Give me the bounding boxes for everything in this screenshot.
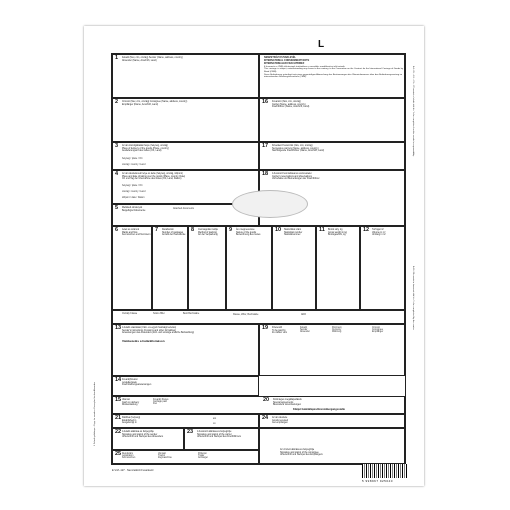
carrier-reservations-box[interactable]: 18 A fuvarozó fenntartásai és észrevételei Carrier's reservations and observations Vorbehalte und Bemerkungen der Frachtführer bbox=[259, 170, 405, 226]
trailer-col: Pótkocsi Trailer Anhänger bbox=[198, 453, 208, 459]
delivery-country-line: ország / country / Land bbox=[122, 164, 146, 166]
carrier-signature-box[interactable]: 23 A fuvarozó aláírása és bélyegzője Signature and stamp of the carrier Unterschrift und Stempel des Frachtführers bbox=[184, 428, 259, 450]
packages-count-box[interactable]: 7 Darabszám Number of packages Anzahl der Packstücke bbox=[152, 226, 188, 310]
left-margin-text: 1 Feladó példánya • Copy for sender • Exemplar für den Absender bbox=[94, 381, 96, 446]
delivery-place-line: helység / place / Ort bbox=[122, 158, 143, 160]
registration-col: Rendszám registration Kennzeichen bbox=[122, 453, 136, 459]
tractor-col: Vontató Tractor Zugmaschine bbox=[158, 453, 172, 459]
volume-box[interactable]: 12 Térfogat m³ Volume in m³ Umfang in m³ bbox=[360, 226, 405, 310]
established-on: on bbox=[213, 423, 216, 425]
border-crossing-note: Kilépő határátlépés/Grenzübergangsstelle bbox=[293, 408, 345, 411]
sender-instructions-box[interactable]: 13 A feladó utasításai (Vám- és egyéb hatósági kezelés) Sender's instructions (Customs and other formalities) Anweisungen des Absenders (Zoll- und sonstige amtliche Behandlung) Vámkezelés a határállomáson bbox=[112, 324, 259, 376]
successive-carriers-box[interactable]: 17 Következő fuvarozók (Név, cím, ország) Successive carriers (Name, address, country) Nachfolgende Frachtführer (Name, Anschrift, Land) bbox=[259, 142, 405, 170]
footer-text: E.V.M.-127 · Nemzetközi Fuvarlevél bbox=[112, 469, 154, 472]
watermark-seal bbox=[232, 190, 308, 218]
established-am: am bbox=[213, 418, 217, 420]
cmr-form bbox=[111, 53, 406, 465]
goods-nature-box[interactable]: 9 Áru megnevezése Nature of the goods Bezeichnung des Gutes bbox=[226, 226, 272, 310]
class-summary-label: Klasse, Ziffer, Buchstabe bbox=[233, 314, 259, 316]
header-box bbox=[259, 54, 405, 98]
gross-weight-box[interactable]: 11 Bruttó súly, kg Gross weight in kg Bruttogewicht, kg bbox=[316, 226, 360, 310]
payer-consignee-col: Címzett Consignee Empfänger bbox=[372, 327, 384, 333]
payer-sender-col: Feladó Sender Absender bbox=[300, 327, 310, 333]
freight-payment-box[interactable]: 14 Fuvardíjfizetési rendelkezések Frachtzahlungsanweisungen bbox=[112, 376, 259, 396]
consignee-signature-box[interactable] bbox=[259, 428, 405, 464]
sender-signature-box[interactable]: 22 A feladó aláírása és bélyegzője Signature and stamp of the sender Unterschrift und Stempel des Absenders bbox=[112, 428, 184, 450]
marks-box[interactable]: 6 Jelek és számok Marks and Nos Kennzeichen und Nummern bbox=[112, 226, 152, 310]
adr-label: ADR bbox=[301, 314, 306, 316]
customs-note: Vámkezelés a határállomáson bbox=[122, 339, 165, 343]
letter-label: Betű Buchstabe bbox=[183, 313, 200, 315]
header-title: NEMZETKÖZI FUVARLEVÉL INTERNATIONAL CONSIGNMENT NOTE INTERNATIONALER FRACHTBRIEF bbox=[264, 56, 310, 65]
form-letter: L bbox=[318, 39, 325, 50]
attached-documents-box[interactable]: 5 Mellékelt okmányok Beigefügte Dokumente Attached documents bbox=[112, 204, 259, 226]
consignee-box[interactable]: 2 Címzett (Név, cím, ország) Consignee (Name, address, country) Empfänger (Name, Anschrift, Land) bbox=[112, 98, 259, 142]
right-margin-text: A 1–15 + 19 + 21 + 22 rovatot a feladó tölti ki • To be completed on the sender's responsibility bbox=[412, 66, 414, 157]
taking-over-date-line: időpont / date / Datum bbox=[122, 197, 145, 199]
taking-over-country-line: ország / country / Land bbox=[122, 191, 146, 193]
registration-box[interactable]: 25 Rendszám registration Kennzeichen Vontató Tractor Zugmaschine Pótkocsi Trailer Anhänger bbox=[112, 450, 259, 464]
place-of-taking-over-box[interactable]: 4 Az áru átvételének helye és kelte (helység, ország, időpont) Place and date of taking over the goods (Place, country, Date) Ort und Tag der Übernahme des Gutes (Ort, Land, Datum) helység / place / Ort ország / country / Land időpont / date / Datum bbox=[112, 170, 259, 204]
consignee-signature-label: Az címzett aláírása és bélyegzője Signature and stamp of the consignee Unterschrift und Stempel des Empfängers bbox=[280, 449, 323, 457]
statistical-number-box[interactable]: 10 Statisztikai szám Statistical number Statistiknummer bbox=[272, 226, 316, 310]
carrier-box[interactable]: 16 Fuvarozó (Név, cím, ország) Carrier (Name, address, country) Frachtführer (Name, Anschrift, Land) bbox=[259, 98, 405, 142]
cash-on-delivery-box[interactable]: 15 Utánvét Cash on delivery Rückerstattung Fuvardíj fizetve Carriage paid Frei 20 Különleges megállapodások Special agreements Besondere Vereinbarungen Kilépő határátlépés/Grenzübergangsstelle bbox=[112, 396, 405, 414]
attached-documents-en: Attached documents bbox=[173, 208, 194, 210]
payer-currency-col: Pénznem Currency Währung bbox=[332, 327, 342, 333]
special-agreements-label: Különleges megállapodások Special agreements Besondere Vereinbarungen bbox=[273, 399, 302, 407]
adr-class-row bbox=[112, 310, 405, 324]
to-be-paid-box[interactable]: 19 Fizetendő To be paid by Zu zahlen vom Feladó Sender Absender Pénznem Currency Währung Címzett Consignee Empfänger bbox=[259, 324, 405, 376]
place-of-delivery-box[interactable]: 3 Az áru kiszolgáltatási helye (helység, ország) Place of delivery of the goods (Place, country) Auslieferungsort des Gutes (Ort, Land) helység / place / Ort ország / country / Land bbox=[112, 142, 259, 170]
taking-over-place-line: helység / place / Ort bbox=[122, 185, 143, 187]
header-text: E fuvarozás a CMR előírásainak értelmében a szerződés rendelkezései alá tartozik. This carriage is subject, notwithstanding any clause to the contrary, to the Convention on the Contract for the International Carriage of Goods by Road (CMR). Diese Beförderung unterliegt trotz einer gegenteiligen Abmachung den Bestimmungen des Übereinkommens über den Beförderungsvertrag im internationalen Straßengüterverkehr (CMR). bbox=[264, 65, 404, 79]
sender-box[interactable]: 1 Feladó (Név, cím, ország) Sender (Name, address, country) Absender (Name, Anschrift, Land) bbox=[112, 54, 259, 98]
class-label: Osztály Klasse bbox=[122, 313, 138, 315]
goods-received-box[interactable]: 24 Az áru átvétele Goods received Gut empfangen bbox=[259, 414, 405, 428]
consignment-note-page bbox=[84, 26, 424, 486]
packing-method-box[interactable]: 8 Csomagolás módja Method of packing Art der Verpackung bbox=[188, 226, 226, 310]
barcode-number: 5 998967 925040 bbox=[362, 479, 393, 483]
carriage-paid-note: Fuvardíj fizetve Carriage paid Frei bbox=[153, 399, 169, 405]
established-in-box[interactable]: 21 Kiállítva (helység) Established in Ausgefertigt in am on bbox=[112, 414, 259, 428]
barcode bbox=[362, 464, 408, 478]
right-margin-text-2: A 16–24 rovatot a fuvarozó tölti ki • To be completed by the carrier bbox=[412, 266, 414, 330]
number-label: Szám Ziffer bbox=[153, 313, 165, 315]
